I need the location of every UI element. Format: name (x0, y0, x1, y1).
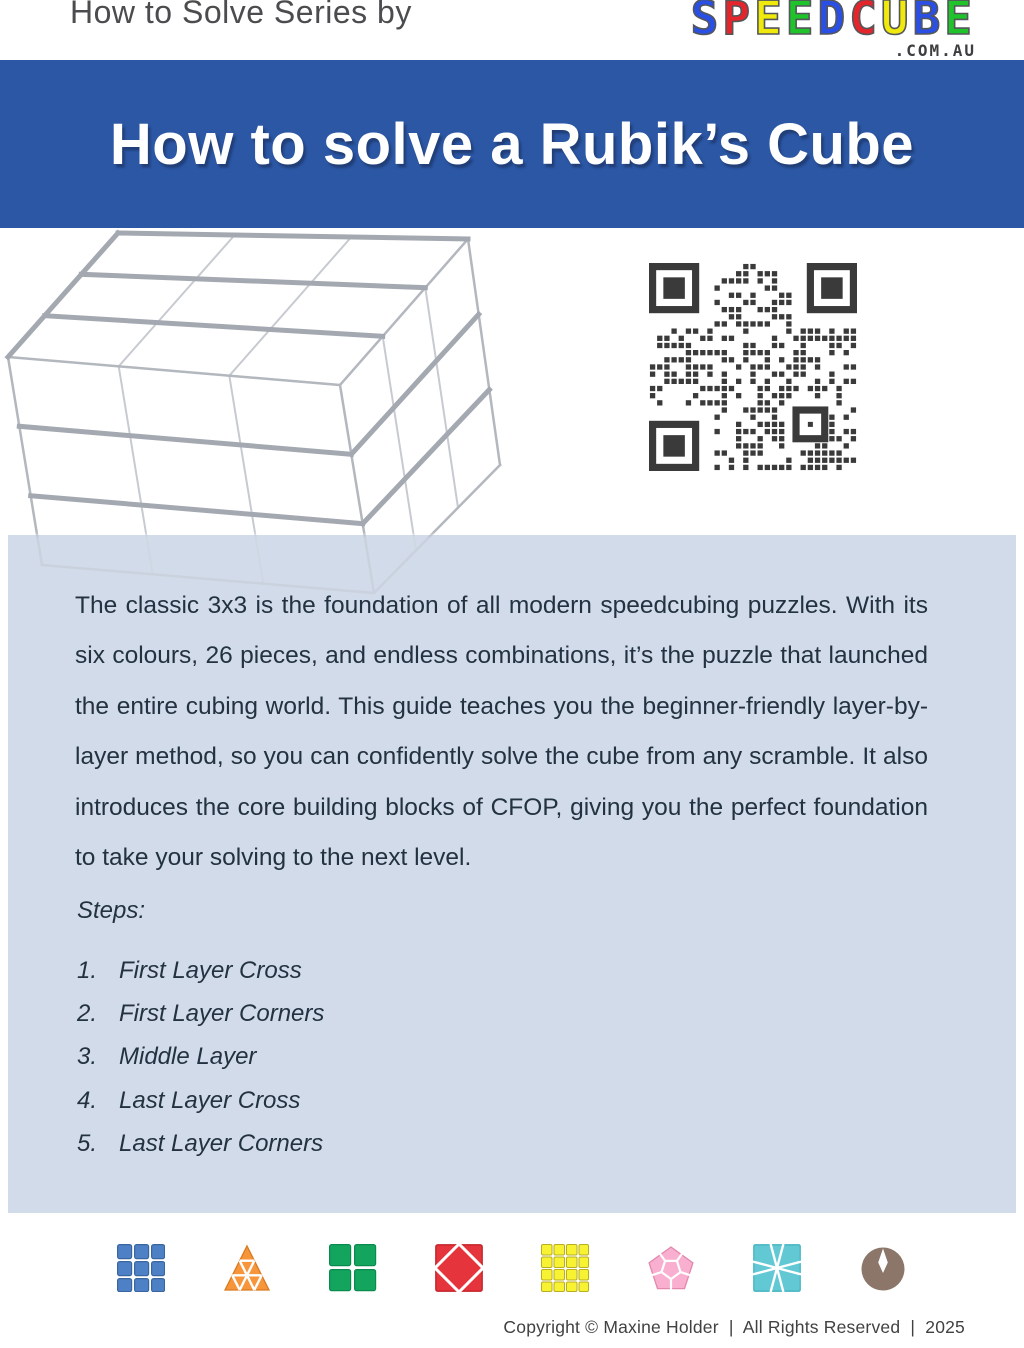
puzzle-icons-row (0, 1244, 1024, 1292)
speedcube-logo (691, 0, 976, 60)
logo-letter: U (880, 0, 913, 45)
logo-letter: C (849, 0, 881, 45)
step-label: First Layer Corners (119, 999, 325, 1027)
step-label: Middle Layer (119, 1043, 257, 1071)
cube-4x4-icon (541, 1244, 589, 1292)
square-1-icon (753, 1244, 801, 1292)
logo-letter: B (912, 0, 945, 45)
footer-copyright: Copyright © Maxine Holder | All Rights Reserved | 2025 (503, 1317, 965, 1337)
page-title: How to solve a Rubik’s Cube (109, 111, 915, 177)
step-label: First Layer Cross (119, 956, 302, 984)
pyraminx-icon (223, 1244, 271, 1292)
skewb-icon (435, 1244, 483, 1292)
series-title: How to Solve Series by (70, 0, 412, 30)
title-banner (0, 60, 1024, 228)
qr-code (649, 263, 857, 471)
logo-letter: D (817, 0, 850, 45)
logo-letter: S (690, 0, 723, 45)
logo-letter: E (944, 0, 976, 45)
logo-letter: P (722, 0, 755, 45)
logo-letter: E (785, 0, 818, 45)
step-number: 2. (77, 999, 98, 1027)
intro-paragraph: The classic 3x3 is the foundation of all modern speedcubing puzzles. With its six colours, 26 pieces, and endless combinations, it’s the puzzle that launched the entire cubing world. This guide teaches you the beginner-friendly layer-by-layer method, so you can confidently solve the cube from any scramble. It also introduces the core building blocks of CFOP, giving you the perfect foundation to take your solving to the next level. (75, 592, 928, 872)
step-item (77, 1079, 324, 1122)
step-label: Last Layer Cross (119, 1086, 301, 1114)
cube-3x3-icon (117, 1244, 165, 1292)
step-number: 1. (77, 956, 98, 984)
step-label: Last Layer Corners (119, 1129, 324, 1157)
logo-letter: E (754, 0, 786, 45)
step-item (77, 949, 324, 992)
step-item (77, 1036, 324, 1079)
step-item (77, 992, 324, 1035)
megaminx-icon (647, 1244, 695, 1292)
steps-heading: Steps: (77, 897, 146, 924)
step-number: 4. (77, 1086, 98, 1114)
step-number: 5. (77, 1129, 98, 1157)
intro-panel (8, 535, 1016, 1213)
step-item (77, 1122, 324, 1165)
step-number: 3. (77, 1043, 98, 1071)
clock-icon (859, 1244, 907, 1292)
logo-domain: .COM.AU (894, 41, 976, 60)
steps-list (77, 949, 324, 1165)
cube-2x2-icon (329, 1244, 377, 1292)
speedcube-logo-letters (690, 0, 976, 45)
